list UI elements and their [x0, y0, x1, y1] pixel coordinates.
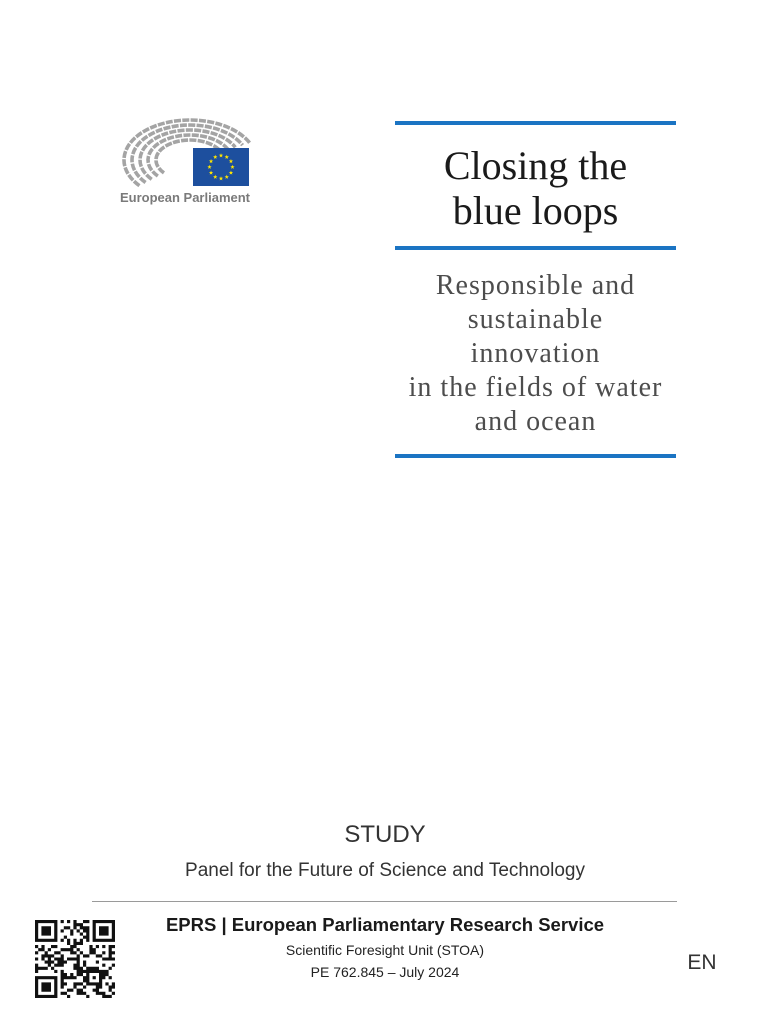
publisher-name: EPRS | European Parliamentary Research Service — [165, 914, 605, 935]
logo-wordmark: European Parliament — [119, 190, 251, 205]
accent-bar-bottom — [395, 454, 676, 458]
european-parliament-logo — [118, 116, 258, 190]
document-type: STUDY — [344, 821, 426, 848]
panel-name: Panel for the Future of Science and Technology — [185, 860, 585, 881]
subtitle-line: innovation — [470, 338, 601, 369]
title-line: Closing the — [443, 143, 628, 188]
accent-bar-top — [395, 121, 676, 125]
document-title — [395, 143, 676, 233]
qr-code-icon — [35, 920, 115, 998]
document-subtitle — [385, 269, 686, 439]
subtitle-line: Responsible and — [435, 270, 636, 301]
title-line: blue loops — [452, 188, 619, 233]
accent-bar-middle — [395, 246, 676, 250]
document-reference: PE 762.845 – July 2024 — [310, 964, 460, 980]
language-code: EN — [687, 951, 717, 974]
unit-name: Scientific Foresight Unit (STOA) — [285, 942, 485, 958]
qr-modules — [35, 920, 115, 998]
subtitle-line: in the fields of water — [408, 372, 663, 403]
footer-divider — [92, 901, 677, 902]
subtitle-line: and ocean — [474, 406, 597, 437]
subtitle-line: sustainable — [467, 304, 604, 335]
